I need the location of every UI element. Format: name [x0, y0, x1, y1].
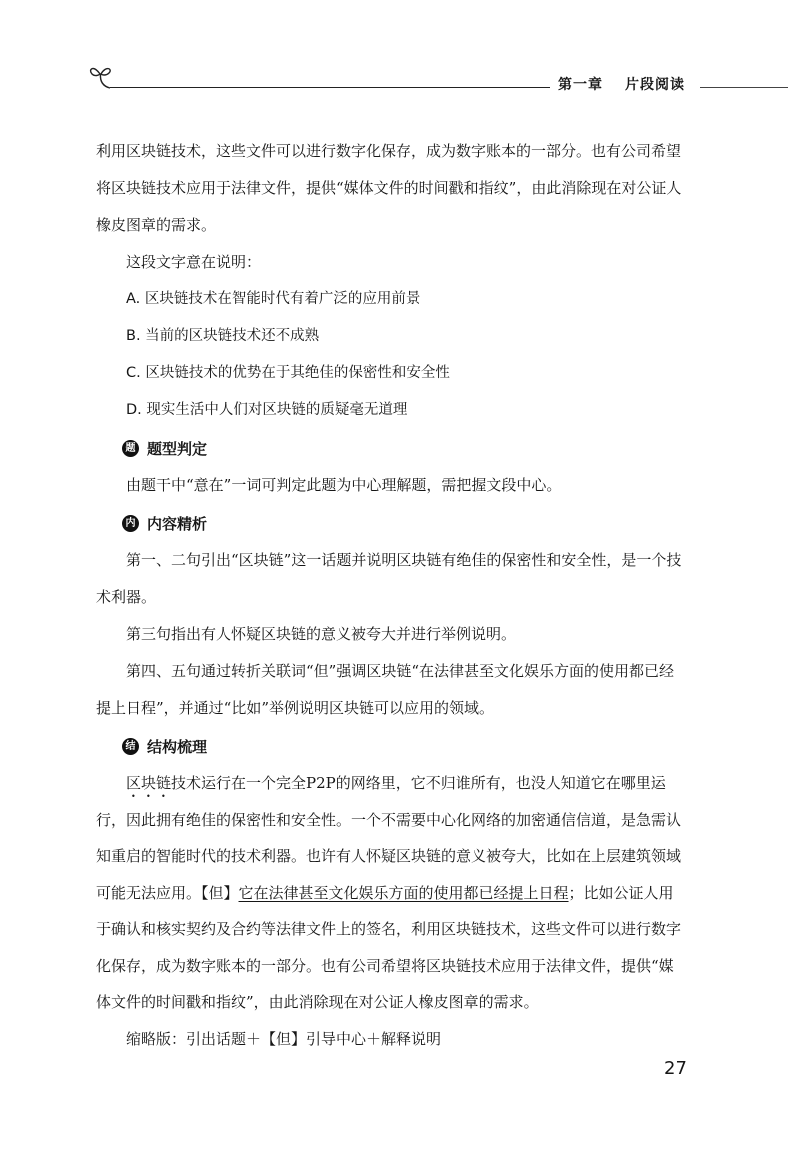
structure-paragraph — [96, 765, 688, 1021]
section-heading-analysis — [96, 504, 688, 542]
analysis-paragraph: 第三句指出有人怀疑区块链的意义被夸大并进行举例说明。 — [126, 625, 517, 643]
section-label: 片段阅读 — [625, 77, 685, 93]
header-rule-right — [700, 87, 788, 88]
structure-title: 结构梳理 — [147, 737, 208, 756]
central-sentence-underlined: 它在法律甚至文化娱乐方面的使用都已经提上日程 — [238, 883, 569, 902]
structure-text-b: ；比如公证人用于确认和核实契约及合约等法律文件上的签名，利用区块链技术，这些文件可以进行数字化保存，成为数字账本的一部分。也有公司希望将区块链技术应用于法律文件，提供“媒体文件的时间戳和指纹”，由此消除现在对公证人橡皮图章的需求。 — [96, 883, 682, 1011]
structure-badge-icon: 结 — [122, 738, 139, 755]
analysis-paragraph: 第一、二句引出“区块链”这一话题并说明区块链有绝佳的保密性和安全性，是一个技术利器。 — [96, 551, 682, 606]
analysis-paragraph: 第四、五句通过转折关联词“但”强调区块链“在法律甚至文化娱乐方面的使用都已经提上日程”，并通过“比如”举例说明区块链可以应用的领域。 — [96, 662, 675, 717]
running-header — [88, 62, 788, 102]
emphasis-dotted: 区块链 — [126, 774, 172, 792]
structure-text-a: 技术运行在一个完全P2P的网络里，它不归谁所有，也没人知道它在哪里运行，因此拥有绝佳的保密性和安全性。一个不需要中心化网络的加密通信信道，是急需认知重启的智能时代的技术利器。也许有人怀疑区块链的意义被夸大，比如在上层建筑领域可能无法应用。【但】 — [96, 774, 682, 902]
section-heading-structure — [96, 727, 688, 765]
option-b: B. 当前的区块链技术还不成熟 — [126, 328, 320, 344]
option-a: A. 区块链技术在智能时代有着广泛的应用前景 — [126, 291, 421, 307]
question-stem: 这段文字意在说明： — [126, 253, 262, 271]
option-c: C. 区块链技术的优势在于其绝佳的保密性和安全性 — [126, 365, 450, 381]
type-badge-icon: 题 — [122, 440, 139, 457]
analysis-title: 内容精析 — [147, 514, 208, 533]
page-number: 27 — [664, 1058, 687, 1079]
summary-line: 缩略版：引出话题＋【但】引导中心＋解释说明 — [126, 1029, 442, 1048]
header-rule-left — [110, 87, 550, 88]
chapter-label: 第一章 — [558, 77, 603, 93]
type-title: 题型判定 — [147, 439, 208, 458]
type-text: 由题干中“意在”一词可判定此题为中心理解题，需把握文段中心。 — [126, 476, 562, 494]
page-content — [96, 133, 688, 1058]
passage-end: 利用区块链技术，这些文件可以进行数字化保存，成为数字账本的一部分。也有公司希望将区块链技术应用于法律文件，提供“媒体文件的时间戳和指纹”，由此消除现在对公证人橡皮图章的需求。 — [96, 142, 682, 234]
section-heading-type — [96, 429, 688, 467]
analysis-badge-icon: 内 — [122, 515, 139, 532]
option-d: D. 现实生活中人们对区块链的质疑毫无道理 — [126, 402, 408, 418]
chapter-heading — [558, 74, 685, 94]
